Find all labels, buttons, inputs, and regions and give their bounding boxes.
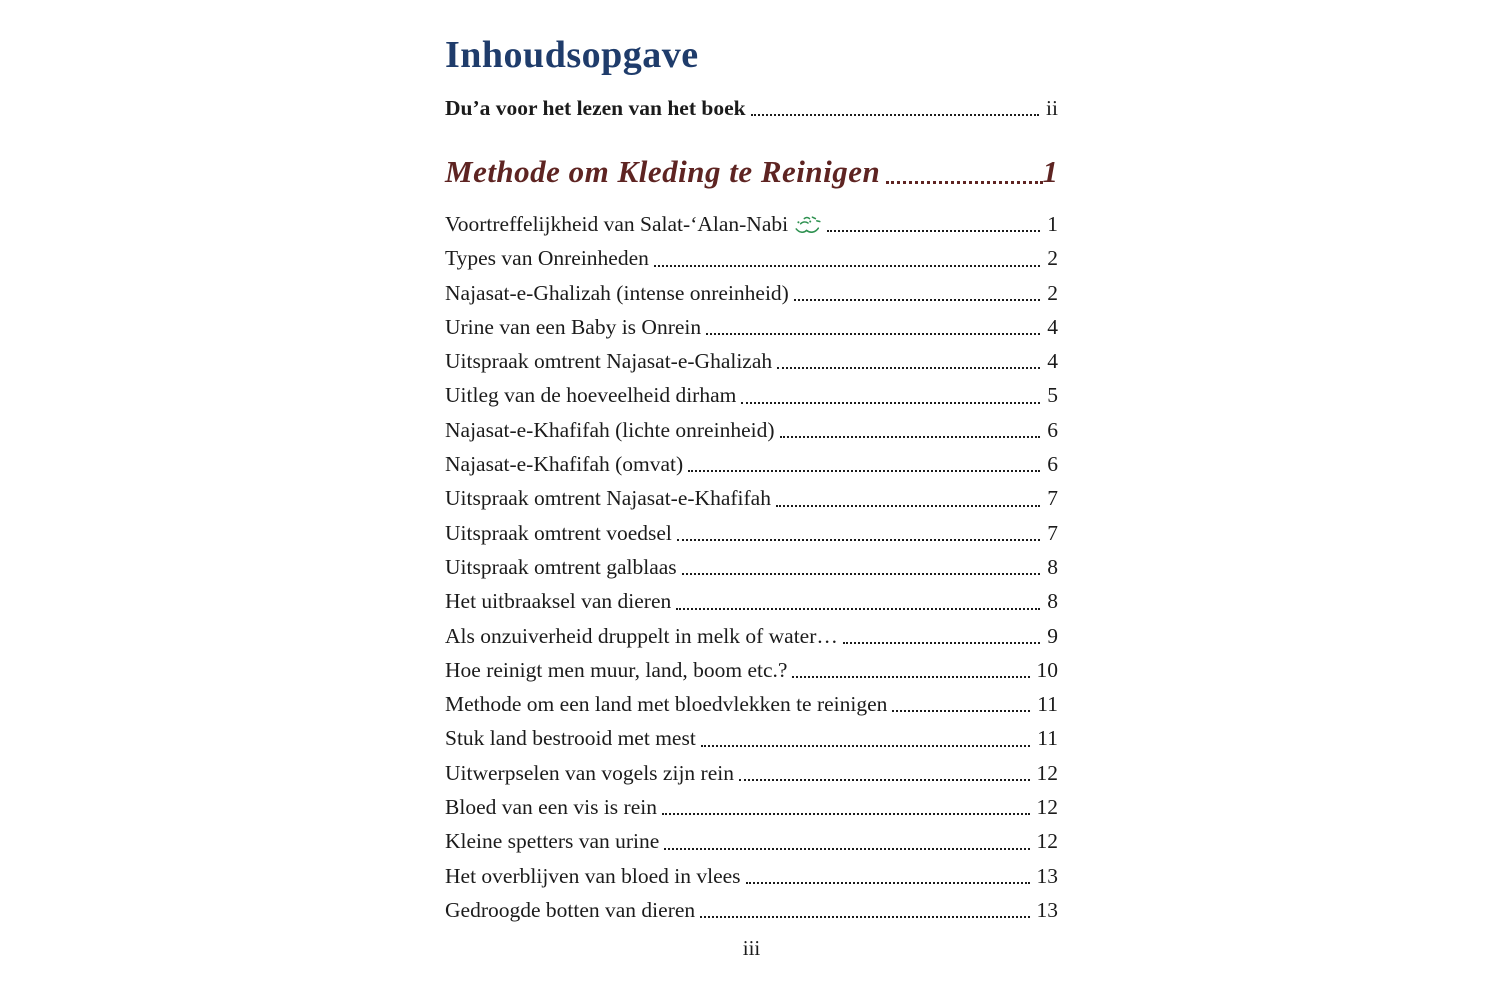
- toc-entry-page: 2: [1047, 280, 1058, 305]
- dot-leader: [706, 333, 1040, 335]
- toc-entry-label: Kleine spetters van urine: [445, 829, 660, 854]
- toc-entry-page: 7: [1047, 486, 1058, 511]
- dot-leader: [892, 710, 1030, 712]
- toc-entries: [445, 207, 1058, 927]
- toc-entry-label: Gedroogde botten van dieren: [445, 897, 696, 922]
- toc-entry[interactable]: [445, 756, 1058, 790]
- toc-entry-label: Het uitbraaksel van dieren: [445, 589, 672, 614]
- toc-entry-page: 6: [1047, 417, 1058, 442]
- toc-entry-label: Bloed van een vis is rein: [445, 795, 657, 820]
- toc-entry-page: 9: [1047, 623, 1058, 648]
- toc-entry[interactable]: [445, 207, 1058, 241]
- dot-leader: [741, 402, 1040, 404]
- toc-entry-label: Uitspraak omtrent Najasat-e-Khafifah: [445, 486, 771, 511]
- dot-leader: [739, 779, 1030, 781]
- dot-leader: [746, 882, 1030, 884]
- toc-entry[interactable]: [445, 241, 1058, 275]
- dot-leader: [886, 181, 1042, 184]
- dot-leader: [700, 916, 1029, 918]
- toc-entry[interactable]: [445, 721, 1058, 755]
- toc-entry[interactable]: [445, 824, 1058, 858]
- toc-entry[interactable]: [445, 276, 1058, 310]
- dot-leader: [751, 114, 1039, 116]
- toc-entry-label: Als onzuiverheid druppelt in melk of water…: [445, 623, 838, 648]
- toc-entry-label: Uitleg van de hoeveelheid dirham: [445, 383, 737, 408]
- toc-entry[interactable]: [445, 619, 1058, 653]
- toc-entry[interactable]: [445, 790, 1058, 824]
- sallallahu-alayhi-wasallam-icon: [794, 214, 822, 240]
- toc-entry[interactable]: [445, 516, 1058, 550]
- chapter-heading-page: 1: [1042, 154, 1058, 189]
- dot-leader: [827, 230, 1040, 232]
- toc-entry[interactable]: [445, 481, 1058, 515]
- toc-entry-page: 12: [1036, 760, 1058, 785]
- dot-leader: [677, 539, 1040, 541]
- toc-entry-page: 6: [1047, 452, 1058, 477]
- toc-entry[interactable]: [445, 893, 1058, 927]
- toc-entry-page: 12: [1036, 795, 1058, 820]
- toc-entry-page: 7: [1047, 520, 1058, 545]
- chapter-heading-label: Methode om Kleding te Reinigen: [445, 154, 881, 189]
- toc-entry-label: Hoe reinigt men muur, land, boom etc.?: [445, 657, 788, 682]
- toc-entry-page: 11: [1037, 726, 1058, 751]
- toc-entry-front-matter[interactable]: [445, 93, 1058, 124]
- dot-leader: [682, 573, 1041, 575]
- toc-entry-page: 8: [1047, 554, 1058, 579]
- toc-entry-page: 4: [1047, 349, 1058, 374]
- dot-leader: [777, 367, 1040, 369]
- page-number-footer: iii: [742, 936, 761, 960]
- toc-entry[interactable]: [445, 584, 1058, 618]
- dot-leader: [794, 299, 1040, 301]
- toc-entry-page: 1: [1047, 212, 1058, 236]
- dot-leader: [664, 848, 1029, 850]
- toc-entry[interactable]: [445, 310, 1058, 344]
- toc-entry-label: Urine van een Baby is Onrein: [445, 314, 702, 339]
- dot-leader: [654, 265, 1040, 267]
- toc-entry-label: Najasat-e-Khafifah (lichte onreinheid): [445, 417, 775, 442]
- toc-entry-label: Najasat-e-Ghalizah (intense onreinheid): [445, 280, 789, 305]
- toc-entry[interactable]: [445, 653, 1058, 687]
- toc-entry-label: Uitwerpselen van vogels zijn rein: [445, 760, 734, 785]
- toc-entry[interactable]: [445, 378, 1058, 412]
- dot-leader: [662, 813, 1030, 815]
- dot-leader: [780, 436, 1041, 438]
- toc-content: [445, 30, 1058, 927]
- dot-leader: [792, 676, 1029, 678]
- toc-entry-label: Het overblijven van bloed in vlees: [445, 863, 741, 888]
- toc-entry-label: Methode om een land met bloedvlekken te reinigen: [445, 692, 888, 717]
- toc-entry[interactable]: [445, 550, 1058, 584]
- toc-entry[interactable]: [445, 344, 1058, 378]
- toc-entry-label: Uitspraak omtrent Najasat-e-Ghalizah: [445, 349, 773, 374]
- toc-entry-page: 11: [1037, 692, 1058, 717]
- chapter-heading-row[interactable]: [445, 149, 1058, 195]
- dot-leader: [701, 745, 1030, 747]
- toc-entry-label: Uitspraak omtrent galblaas: [445, 554, 677, 579]
- toc-entry-page: 5: [1047, 383, 1058, 408]
- toc-entry[interactable]: [445, 447, 1058, 481]
- toc-entry-page: 4: [1047, 314, 1058, 339]
- toc-entry-page: 13: [1036, 863, 1058, 888]
- toc-entry-page: 2: [1047, 246, 1058, 271]
- dot-leader: [688, 470, 1040, 472]
- toc-entry[interactable]: [445, 687, 1058, 721]
- toc-entry[interactable]: [445, 413, 1058, 447]
- toc-entry-label: Voortreffelijkheid van Salat-‘Alan-Nabi: [445, 212, 789, 236]
- toc-entry-page: 10: [1036, 657, 1058, 682]
- toc-entry[interactable]: [445, 859, 1058, 893]
- toc-entry-page: 13: [1036, 897, 1058, 922]
- page-title: Inhoudsopgave: [445, 34, 699, 76]
- toc-entry-page: 12: [1036, 829, 1058, 854]
- toc-entry-page: 8: [1047, 589, 1058, 614]
- dot-leader: [676, 608, 1040, 610]
- dot-leader: [776, 505, 1040, 507]
- toc-entry-label: Stuk land bestrooid met mest: [445, 726, 696, 751]
- toc-entry-label: Types van Onreinheden: [445, 246, 649, 271]
- toc-entry-label: Du’a voor het lezen van het boek: [445, 96, 746, 120]
- toc-entry-label: Uitspraak omtrent voedsel: [445, 520, 672, 545]
- toc-entry-page: ii: [1046, 96, 1058, 120]
- dot-leader: [843, 642, 1040, 644]
- toc-entry-label: Najasat-e-Khafifah (omvat): [445, 452, 684, 477]
